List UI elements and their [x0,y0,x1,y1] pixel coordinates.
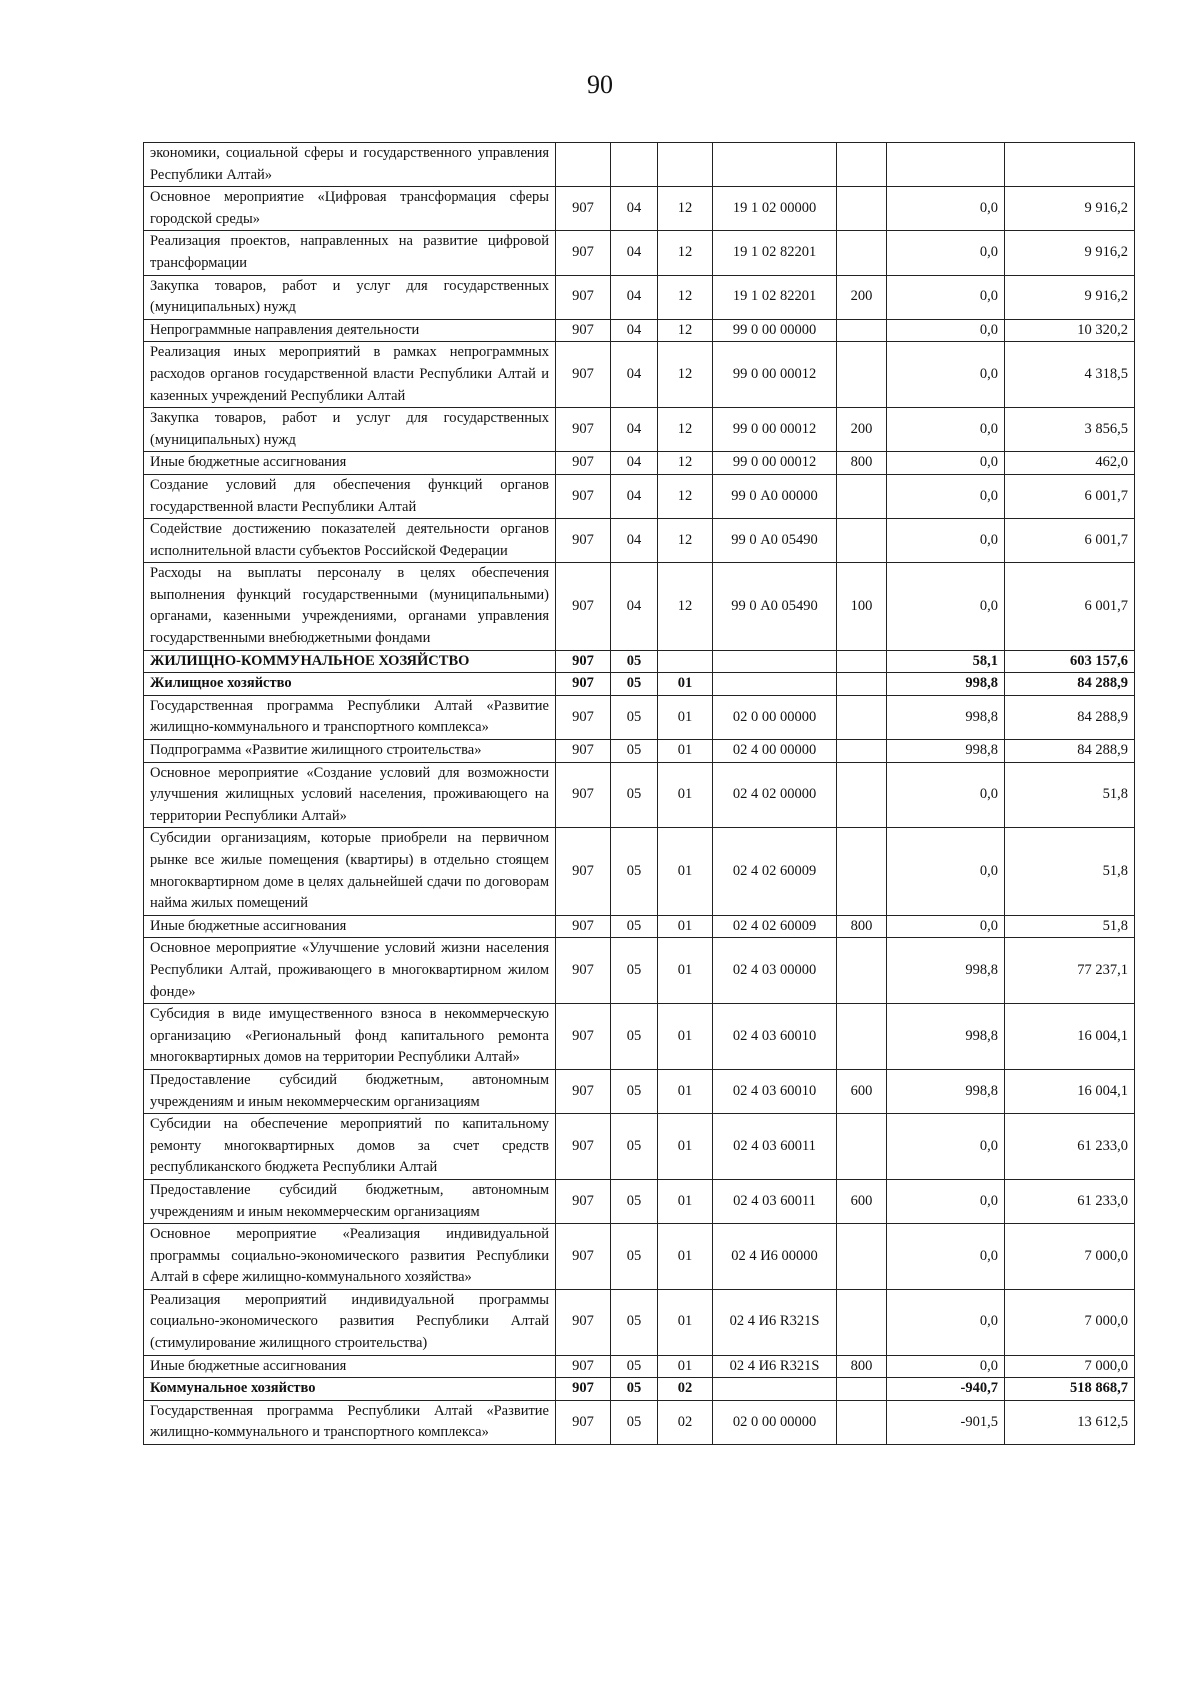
cell-total: 603 157,6 [1005,650,1135,673]
cell-change: -901,5 [887,1400,1005,1444]
cell-target-article [713,650,837,673]
cell-expense-type [837,474,887,518]
cell-change: 0,0 [887,1179,1005,1223]
cell-target-article: 02 4 02 00000 [713,762,837,828]
cell-subsection: 01 [658,673,713,696]
cell-grbs: 907 [556,408,611,452]
cell-section [611,143,658,187]
cell-expense-type [837,1289,887,1355]
cell-subsection [658,143,713,187]
cell-subsection: 01 [658,1004,713,1070]
cell-total: 84 288,9 [1005,695,1135,739]
cell-total [1005,143,1135,187]
cell-expense-type: 600 [837,1069,887,1113]
table-row [144,740,1135,763]
cell-total: 7 000,0 [1005,1355,1135,1378]
table-row [144,915,1135,938]
cell-target-article: 02 0 00 00000 [713,695,837,739]
cell-subsection: 01 [658,1114,713,1180]
cell-grbs: 907 [556,1114,611,1180]
table-row [144,1179,1135,1223]
cell-expense-type: 800 [837,1355,887,1378]
cell-target-article: 99 0 А0 05490 [713,563,837,650]
table-row [144,319,1135,342]
cell-grbs: 907 [556,1224,611,1290]
cell-grbs: 907 [556,762,611,828]
cell-grbs: 907 [556,474,611,518]
cell-change: 0,0 [887,563,1005,650]
row-name: Основное мероприятие «Создание условий для возможности улучшения жилищных условий населения, проживающего на территории Республики Алтай» [144,762,556,828]
cell-target-article: 99 0 00 00012 [713,408,837,452]
cell-grbs: 907 [556,452,611,475]
cell-expense-type [837,650,887,673]
cell-target-article: 99 0 00 00000 [713,319,837,342]
cell-target-article: 19 1 02 00000 [713,187,837,231]
row-name: Государственная программа Республики Алтай «Развитие жилищно-коммунального и транспортного комплекса» [144,1400,556,1444]
row-name: Субсидии организациям, которые приобрели на первичном рынке все жилые помещения (квартиры) в отдельно стоящем многоквартирном доме в целях дальнейшей сдачи по договорам найма жилых помещений [144,828,556,915]
row-name: Иные бюджетные ассигнования [144,1355,556,1378]
cell-total: 9 916,2 [1005,187,1135,231]
cell-grbs: 907 [556,319,611,342]
cell-change: 0,0 [887,1355,1005,1378]
cell-total: 9 916,2 [1005,231,1135,275]
cell-grbs: 907 [556,187,611,231]
row-name: Предоставление субсидий бюджетным, автономным учреждениям и иным некоммерческим организациям [144,1179,556,1223]
cell-target-article [713,1378,837,1401]
cell-total: 10 320,2 [1005,319,1135,342]
row-name: Реализация мероприятий индивидуальной программы социально-экономического развития Республики Алтай (стимулирование жилищного строительства) [144,1289,556,1355]
cell-section: 04 [611,563,658,650]
table-row [144,828,1135,915]
cell-change: 0,0 [887,452,1005,475]
cell-grbs: 907 [556,563,611,650]
budget-table [143,142,1135,1445]
row-name: Основное мероприятие «Цифровая трансформация сферы городской среды» [144,187,556,231]
page-number: 90 [587,70,613,99]
cell-change: 998,8 [887,695,1005,739]
table-row [144,187,1135,231]
cell-target-article: 02 4 03 60011 [713,1114,837,1180]
row-name: Расходы на выплаты персоналу в целях обеспечения выполнения функций государственными (муниципальными) органами, казенными учреждениями, органами управления государственными внебюджетными фондами [144,563,556,650]
table-row [144,519,1135,563]
cell-expense-type [837,1004,887,1070]
row-name: Иные бюджетные ассигнования [144,915,556,938]
cell-expense-type [837,519,887,563]
cell-subsection: 01 [658,695,713,739]
cell-target-article: 02 4 03 60010 [713,1069,837,1113]
cell-grbs: 907 [556,1179,611,1223]
cell-expense-type: 200 [837,408,887,452]
table-row [144,1224,1135,1290]
cell-expense-type [837,828,887,915]
cell-expense-type [837,740,887,763]
cell-total: 518 868,7 [1005,1378,1135,1401]
cell-target-article: 19 1 02 82201 [713,275,837,319]
cell-total: 51,8 [1005,828,1135,915]
cell-change: 0,0 [887,519,1005,563]
cell-grbs: 907 [556,1069,611,1113]
table-row [144,695,1135,739]
cell-change: 0,0 [887,231,1005,275]
cell-total: 61 233,0 [1005,1114,1135,1180]
cell-expense-type [837,143,887,187]
table-row [144,452,1135,475]
cell-expense-type [837,1114,887,1180]
cell-subsection: 12 [658,452,713,475]
cell-total: 77 237,1 [1005,938,1135,1004]
cell-section: 04 [611,474,658,518]
cell-subsection: 02 [658,1378,713,1401]
cell-change: 0,0 [887,408,1005,452]
cell-target-article: 99 0 А0 05490 [713,519,837,563]
cell-expense-type: 800 [837,915,887,938]
cell-target-article: 02 4 03 60010 [713,1004,837,1070]
table-row [144,1289,1135,1355]
cell-total: 84 288,9 [1005,740,1135,763]
cell-expense-type [837,938,887,1004]
cell-subsection: 12 [658,563,713,650]
cell-expense-type [837,1378,887,1401]
cell-total: 16 004,1 [1005,1004,1135,1070]
cell-change: 998,8 [887,1069,1005,1113]
cell-subsection: 12 [658,519,713,563]
cell-change [887,143,1005,187]
table-row [144,1355,1135,1378]
row-name: Основное мероприятие «Улучшение условий жизни населения Республики Алтай, проживающего в многоквартирном жилом фонде» [144,938,556,1004]
cell-grbs: 907 [556,695,611,739]
cell-expense-type [837,1400,887,1444]
cell-grbs: 907 [556,1004,611,1070]
cell-subsection: 01 [658,938,713,1004]
cell-total: 84 288,9 [1005,673,1135,696]
cell-section: 04 [611,342,658,408]
cell-change: 0,0 [887,1224,1005,1290]
cell-total: 6 001,7 [1005,563,1135,650]
table-row [144,275,1135,319]
cell-grbs: 907 [556,673,611,696]
row-name: ЖИЛИЩНО-КОММУНАЛЬНОЕ ХОЗЯЙСТВО [144,650,556,673]
cell-change: 0,0 [887,828,1005,915]
cell-total: 3 856,5 [1005,408,1135,452]
cell-change: 0,0 [887,915,1005,938]
row-name: Реализация проектов, направленных на развитие цифровой трансформации [144,231,556,275]
cell-total: 7 000,0 [1005,1289,1135,1355]
cell-section: 05 [611,1289,658,1355]
cell-target-article: 19 1 02 82201 [713,231,837,275]
cell-expense-type [837,695,887,739]
cell-section: 05 [611,1179,658,1223]
cell-change: 0,0 [887,342,1005,408]
row-name: Жилищное хозяйство [144,673,556,696]
table-row [144,1400,1135,1444]
cell-subsection: 01 [658,1069,713,1113]
row-name: Закупка товаров, работ и услуг для государственных (муниципальных) нужд [144,408,556,452]
cell-subsection: 12 [658,342,713,408]
cell-subsection: 12 [658,319,713,342]
cell-grbs: 907 [556,231,611,275]
cell-total: 7 000,0 [1005,1224,1135,1290]
cell-total: 6 001,7 [1005,474,1135,518]
cell-target-article: 02 4 И6 R321S [713,1289,837,1355]
row-name: Предоставление субсидий бюджетным, автономным учреждениям и иным некоммерческим организациям [144,1069,556,1113]
cell-grbs: 907 [556,740,611,763]
cell-section: 04 [611,408,658,452]
table-row [144,1114,1135,1180]
cell-grbs: 907 [556,1400,611,1444]
cell-grbs: 907 [556,650,611,673]
cell-grbs [556,143,611,187]
cell-change: 998,8 [887,673,1005,696]
cell-section: 05 [611,938,658,1004]
table-row [144,408,1135,452]
cell-total: 16 004,1 [1005,1069,1135,1113]
cell-subsection: 01 [658,1179,713,1223]
row-name: Непрограммные направления деятельности [144,319,556,342]
cell-section: 05 [611,1378,658,1401]
cell-grbs: 907 [556,1289,611,1355]
cell-subsection: 12 [658,275,713,319]
cell-target-article [713,143,837,187]
cell-target-article: 99 0 А0 00000 [713,474,837,518]
cell-target-article: 99 0 00 00012 [713,452,837,475]
cell-section: 05 [611,740,658,763]
cell-expense-type [837,1224,887,1290]
cell-total: 6 001,7 [1005,519,1135,563]
cell-expense-type [837,762,887,828]
cell-subsection: 01 [658,828,713,915]
cell-change: 0,0 [887,762,1005,828]
cell-target-article: 02 4 И6 00000 [713,1224,837,1290]
cell-change: 998,8 [887,1004,1005,1070]
cell-target-article: 02 4 02 60009 [713,828,837,915]
cell-section: 05 [611,1004,658,1070]
row-name: Государственная программа Республики Алтай «Развитие жилищно-коммунального и транспортного комплекса» [144,695,556,739]
cell-target-article: 99 0 00 00012 [713,342,837,408]
cell-grbs: 907 [556,519,611,563]
cell-change: 0,0 [887,319,1005,342]
table-row [144,143,1135,187]
cell-total: 4 318,5 [1005,342,1135,408]
cell-expense-type: 800 [837,452,887,475]
table-row [144,650,1135,673]
row-name: Субсидии на обеспечение мероприятий по капитальному ремонту многоквартирных домов за счет средств республиканского бюджета Республики Алтай [144,1114,556,1180]
cell-total: 61 233,0 [1005,1179,1135,1223]
cell-expense-type: 100 [837,563,887,650]
cell-target-article: 02 4 03 00000 [713,938,837,1004]
cell-subsection: 01 [658,762,713,828]
cell-expense-type [837,319,887,342]
cell-section: 04 [611,319,658,342]
table-row [144,762,1135,828]
row-name: Иные бюджетные ассигнования [144,452,556,475]
cell-subsection: 12 [658,187,713,231]
row-name: Создание условий для обеспечения функций органов государственной власти Республики Алтай [144,474,556,518]
cell-target-article: 02 4 03 60011 [713,1179,837,1223]
cell-subsection: 12 [658,408,713,452]
row-name: экономики, социальной сферы и государственного управления Республики Алтай» [144,143,556,187]
cell-subsection: 12 [658,231,713,275]
row-name: Реализация иных мероприятий в рамках непрограммных расходов органов государственной власти Республики Алтай и казенных учреждений Республики Алтай [144,342,556,408]
row-name: Подпрограмма «Развитие жилищного строительства» [144,740,556,763]
row-name: Содействие достижению показателей деятельности органов исполнительной власти субъектов Российской Федерации [144,519,556,563]
table-row [144,1378,1135,1401]
table-row [144,231,1135,275]
cell-change: 0,0 [887,275,1005,319]
table-row [144,1069,1135,1113]
cell-section: 04 [611,231,658,275]
cell-change: -940,7 [887,1378,1005,1401]
row-name: Коммунальное хозяйство [144,1378,556,1401]
cell-section: 05 [611,1224,658,1290]
cell-target-article: 02 0 00 00000 [713,1400,837,1444]
cell-subsection: 01 [658,1224,713,1290]
cell-section: 05 [611,695,658,739]
cell-grbs: 907 [556,915,611,938]
cell-target-article: 02 4 00 00000 [713,740,837,763]
table-row [144,342,1135,408]
cell-expense-type [837,673,887,696]
cell-section: 05 [611,1114,658,1180]
table-row [144,1004,1135,1070]
cell-section: 05 [611,915,658,938]
cell-grbs: 907 [556,275,611,319]
cell-section: 04 [611,519,658,563]
cell-target-article: 02 4 02 60009 [713,915,837,938]
cell-expense-type: 200 [837,275,887,319]
cell-section: 04 [611,275,658,319]
cell-grbs: 907 [556,828,611,915]
cell-change: 998,8 [887,938,1005,1004]
row-name: Закупка товаров, работ и услуг для государственных (муниципальных) нужд [144,275,556,319]
cell-change: 0,0 [887,474,1005,518]
cell-section: 05 [611,673,658,696]
table-row [144,938,1135,1004]
cell-change: 0,0 [887,1114,1005,1180]
cell-expense-type [837,187,887,231]
row-name: Основное мероприятие «Реализация индивидуальной программы социально-экономического развития Республики Алтай в сфере жилищно-коммунального хозяйства» [144,1224,556,1290]
row-name: Субсидия в виде имущественного взноса в некоммерческую организацию «Региональный фонд капитального ремонта многоквартирных домов на территории Республики Алтай» [144,1004,556,1070]
cell-grbs: 907 [556,1378,611,1401]
cell-grbs: 907 [556,938,611,1004]
cell-subsection: 12 [658,474,713,518]
cell-subsection: 02 [658,1400,713,1444]
cell-section: 05 [611,650,658,673]
cell-subsection: 01 [658,1289,713,1355]
cell-total: 462,0 [1005,452,1135,475]
cell-expense-type [837,342,887,408]
cell-section: 05 [611,1069,658,1113]
cell-section: 05 [611,1355,658,1378]
table-row [144,673,1135,696]
cell-change: 0,0 [887,187,1005,231]
cell-target-article [713,673,837,696]
cell-change: 998,8 [887,740,1005,763]
cell-total: 51,8 [1005,915,1135,938]
cell-subsection [658,650,713,673]
cell-total: 51,8 [1005,762,1135,828]
cell-total: 9 916,2 [1005,275,1135,319]
cell-section: 05 [611,762,658,828]
cell-subsection: 01 [658,915,713,938]
cell-section: 04 [611,187,658,231]
cell-target-article: 02 4 И6 R321S [713,1355,837,1378]
cell-subsection: 01 [658,1355,713,1378]
cell-section: 05 [611,1400,658,1444]
cell-expense-type: 600 [837,1179,887,1223]
cell-expense-type [837,231,887,275]
cell-section: 05 [611,828,658,915]
cell-change: 58,1 [887,650,1005,673]
cell-total: 13 612,5 [1005,1400,1135,1444]
cell-grbs: 907 [556,342,611,408]
cell-change: 0,0 [887,1289,1005,1355]
cell-section: 04 [611,452,658,475]
table-row [144,563,1135,650]
table-row [144,474,1135,518]
cell-subsection: 01 [658,740,713,763]
cell-grbs: 907 [556,1355,611,1378]
